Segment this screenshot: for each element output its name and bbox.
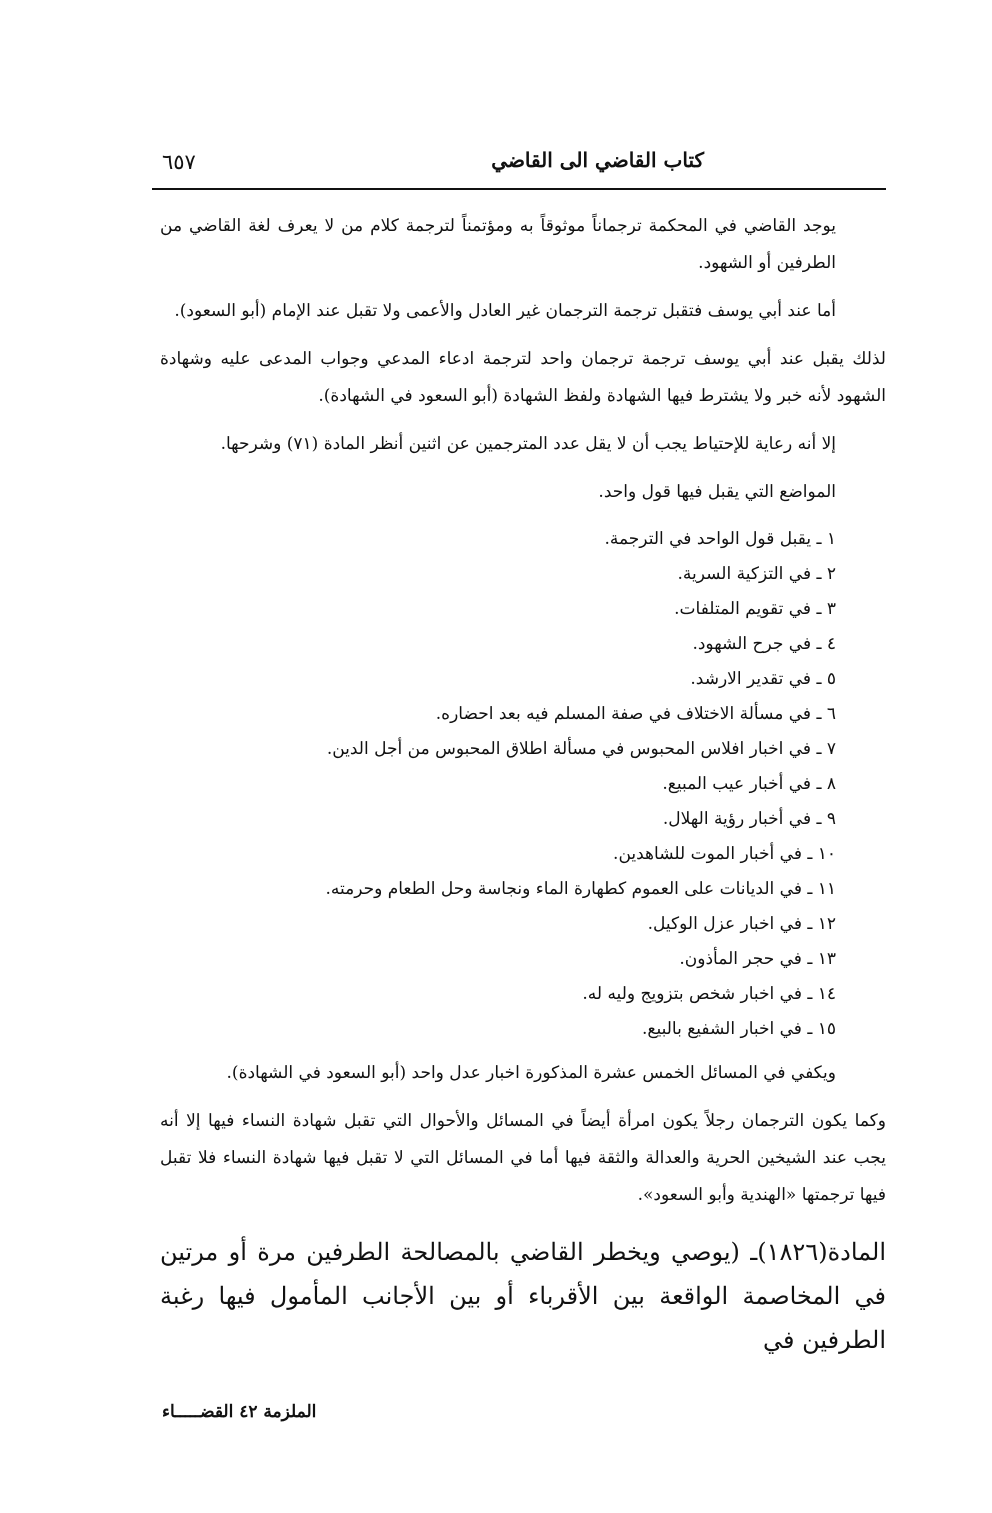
list-item: ١٢ ـ في اخبار عزل الوكيل. xyxy=(647,914,836,934)
paragraph: المواضع التي يقبل فيها قول واحد. xyxy=(598,482,836,502)
page-content xyxy=(160,208,886,1362)
footer-signature: الملزمة ٤٢ القضـــــاء xyxy=(162,1402,317,1422)
list-item: ١ ـ يقبل قول الواحد في الترجمة. xyxy=(604,529,836,549)
list-item: ١٤ ـ في اخبار شخص بتزويج وليه له. xyxy=(582,984,836,1004)
list-item: ٨ ـ في أخبار عيب المبيع. xyxy=(662,774,836,794)
header-title: كتاب القاضي الى القاضي xyxy=(491,148,704,172)
paragraph: أما عند أبي يوسف فتقبل ترجمة الترجمان غير العادل والأعمى ولا تقبل عند الإمام (أبو السعود). xyxy=(174,301,836,321)
list-item: ٥ ـ في تقدير الارشد. xyxy=(690,669,836,689)
list-item: ٢ ـ في التزكية السرية. xyxy=(677,564,836,584)
list-item: ١٥ ـ في اخبار الشفيع بالبيع. xyxy=(642,1019,836,1039)
article-paragraph: المادة(١٨٢٦)ـ (يوصي ويخطر القاضي بالمصالحة الطرفين مرة أو مرتين في المخاصمة الواقعة بين الأقرباء أو بين الأجانب المأمول فيها رغبة الطرفين في xyxy=(160,1238,886,1354)
list-item: ٧ ـ في اخبار افلاس المحبوس في مسألة اطلاق المحبوس من أجل الدين. xyxy=(326,739,836,759)
paragraph: إلا أنه رعاية للإحتياط يجب أن لا يقل عدد المترجمين عن اثنين أنظر المادة (٧١) وشرحها. xyxy=(220,434,836,454)
list-item: ١٠ ـ في أخبار الموت للشاهدين. xyxy=(613,844,836,864)
header-rule xyxy=(152,188,886,190)
list-item: ١١ ـ في الديانات على العموم كطهارة الماء ونجاسة وحل الطعام وحرمته. xyxy=(325,879,836,899)
page-number: ٦٥٧ xyxy=(162,150,196,174)
paragraph: وكما يكون الترجمان رجلاً يكون امرأة أيضاً في المسائل والأحوال التي تقبل شهادة النساء فيها إلا أنه يجب عند الشيخين الحرية والعدالة والثقة فيها أما في المسائل التي لا تقبل فيها شهادة النساء فلا تقبل فيها ترجمتها «الهندية وأبو السعود». xyxy=(160,1111,886,1205)
paragraph: لذلك يقبل عند أبي يوسف ترجمة ترجمان واحد لترجمة ادعاء المدعي وجواب المدعى عليه وشهادة الشهود لأنه خبر ولا يشترط فيها الشهادة ولفظ الشهادة (أبو السعود في الشهادة). xyxy=(160,349,886,406)
paragraph: ويكفي في المسائل الخمس عشرة المذكورة اخبار عدل واحد (أبو السعود في الشهادة). xyxy=(226,1063,836,1083)
list-item: ٣ ـ في تقويم المتلفات. xyxy=(674,599,836,619)
list-item: ١٣ ـ في حجر المأذون. xyxy=(679,949,836,969)
list-item: ٤ ـ في جرح الشهود. xyxy=(692,634,836,654)
paragraph: يوجد القاضي في المحكمة ترجماناً موثوقاً به ومؤتمناً لترجمة كلام من لا يعرف لغة القاضي من الطرفين أو الشهود. xyxy=(160,216,836,273)
numbered-list xyxy=(160,522,836,1047)
list-item: ٦ ـ في مسألة الاختلاف في صفة المسلم فيه بعد احضاره. xyxy=(435,704,836,724)
list-item: ٩ ـ في أخبار رؤية الهلال. xyxy=(662,809,836,829)
